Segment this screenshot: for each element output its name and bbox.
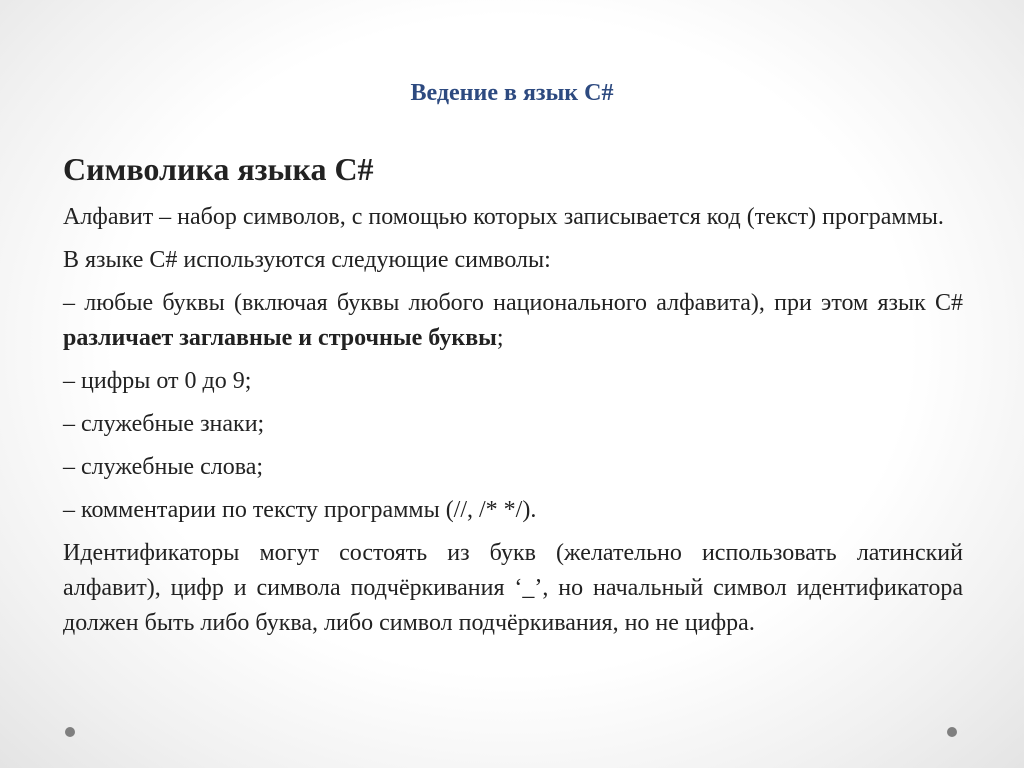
paragraph-symbols-intro: В языке С# используются следующие символы: xyxy=(63,247,551,273)
paragraph-identifiers: Идентификаторы могут состоять из букв (желательно использовать латинский алфавит), цифр и символа подчёркивания ‘_’, но начальный символ идентификатора должен быть либо буква, либо символ подчёркивания, но не цифра. xyxy=(63,540,963,636)
decorative-dot-left xyxy=(65,727,75,737)
paragraph-letters xyxy=(63,286,963,356)
paragraph-service-signs: – служебные знаки; xyxy=(63,411,265,437)
paragraph-digits: – цифры от 0 до 9; xyxy=(63,368,252,394)
letters-end: ; xyxy=(496,325,504,351)
section-heading: Символика языка С# xyxy=(63,151,374,187)
decorative-dot-right xyxy=(947,727,957,737)
paragraph-alphabet: Алфавит – набор символов, с помощью которых записывается код (текст) программы. xyxy=(63,204,944,230)
slide-title: Ведение в язык С# xyxy=(410,80,614,106)
paragraph-service-words: – служебные слова; xyxy=(63,454,264,480)
slide-content xyxy=(63,148,963,649)
letters-bold-text: различает заглавные и строчные буквы xyxy=(63,325,497,351)
paragraph-comments: – комментарии по тексту программы (//, /* */). xyxy=(63,497,537,523)
letters-text: – любые буквы (включая буквы любого национального алфавита), при этом язык С# xyxy=(63,290,963,316)
